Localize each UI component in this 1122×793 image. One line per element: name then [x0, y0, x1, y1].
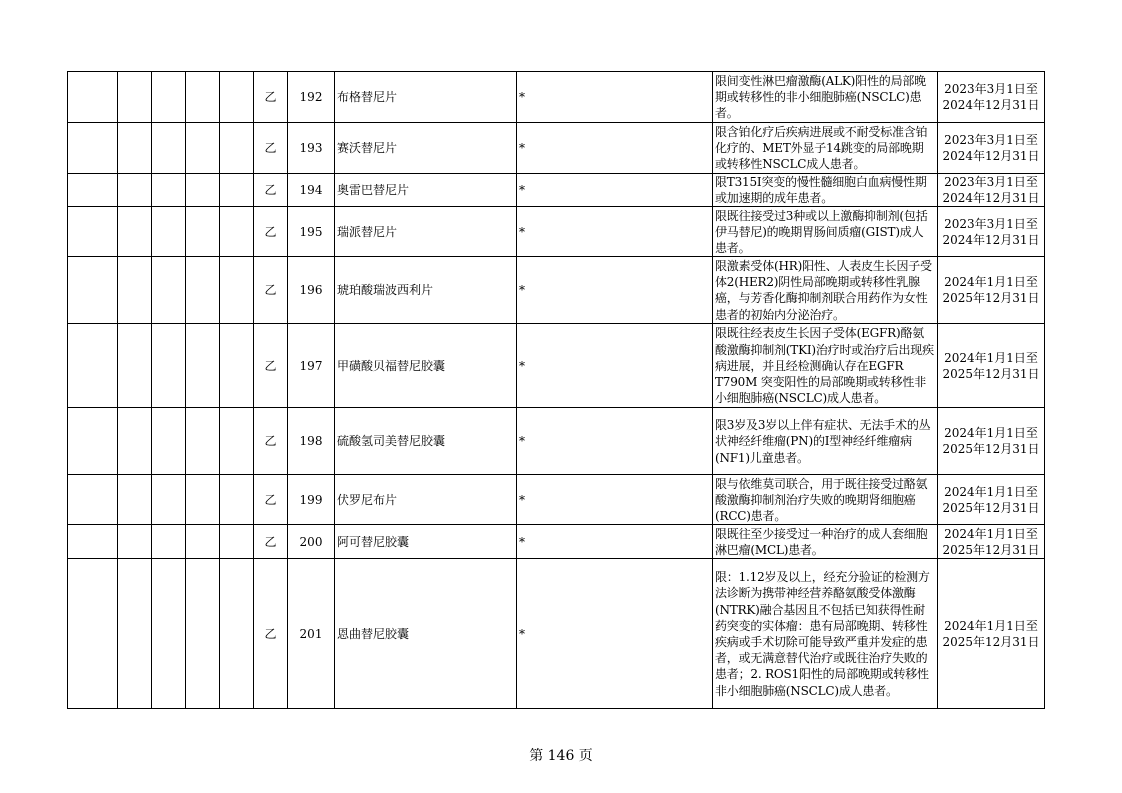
- category-cell: 乙: [254, 408, 288, 475]
- blank-cell: [118, 324, 152, 408]
- drug-name-cell: 甲磺酸贝福替尼胶囊: [335, 324, 517, 408]
- blank-cell: [152, 475, 186, 525]
- validity-date-cell: 2024年1月1日至2025年12月31日: [938, 525, 1045, 559]
- restriction-cell: 限既往经表皮生长因子受体(EGFR)酪氨酸激酶抑制剂(TKI)治疗时或治疗后出现疾病进展，并且经检测确认存在EGFR T790M 突变阳性的局部晚期或转移性非小细胞肺癌(NSCLC)成人患者。: [713, 324, 938, 408]
- restriction-cell: 限3岁及3岁以上伴有症状、无法手术的丛状神经纤维瘤(PN)的I型神经纤维瘤病(NF1)儿童患者。: [713, 408, 938, 475]
- blank-cell: [152, 525, 186, 559]
- number-cell: 200: [288, 525, 335, 559]
- blank-cell: [186, 408, 220, 475]
- drug-name-cell: 伏罗尼布片: [335, 475, 517, 525]
- drug-name-cell: 奥雷巴替尼片: [335, 174, 517, 207]
- number-cell: 193: [288, 123, 335, 174]
- table-row: [68, 525, 1045, 559]
- blank-cell: [118, 123, 152, 174]
- number-cell: 195: [288, 207, 335, 257]
- dosage-form-cell: *: [517, 559, 713, 709]
- blank-cell: [186, 123, 220, 174]
- number-cell: 201: [288, 559, 335, 709]
- blank-cell: [220, 475, 254, 525]
- drug-name-cell: 恩曲替尼胶囊: [335, 559, 517, 709]
- drug-name-cell: 瑞派替尼片: [335, 207, 517, 257]
- number-cell: 198: [288, 408, 335, 475]
- blank-cell: [68, 475, 118, 525]
- restriction-cell: 限含铂化疗后疾病进展或不耐受标准含铂化疗的、MET外显子14跳变的局部晚期或转移性NSCLC成人患者。: [713, 123, 938, 174]
- dosage-form-cell: *: [517, 174, 713, 207]
- blank-cell: [186, 207, 220, 257]
- dosage-form-cell: *: [517, 257, 713, 324]
- blank-cell: [186, 72, 220, 123]
- validity-date-cell: 2024年1月1日至2025年12月31日: [938, 408, 1045, 475]
- blank-cell: [118, 72, 152, 123]
- blank-cell: [152, 123, 186, 174]
- blank-cell: [152, 207, 186, 257]
- table-row: [68, 123, 1045, 174]
- drug-name-cell: 硫酸氢司美替尼胶囊: [335, 408, 517, 475]
- blank-cell: [220, 72, 254, 123]
- category-cell: 乙: [254, 559, 288, 709]
- table-row: [68, 257, 1045, 324]
- blank-cell: [220, 174, 254, 207]
- blank-cell: [68, 207, 118, 257]
- blank-cell: [186, 324, 220, 408]
- blank-cell: [186, 257, 220, 324]
- blank-cell: [118, 257, 152, 324]
- blank-cell: [118, 475, 152, 525]
- validity-date-cell: 2023年3月1日至2024年12月31日: [938, 72, 1045, 123]
- restriction-cell: 限：1.12岁及以上，经充分验证的检测方法诊断为携带神经营养酪氨酸受体激酶(NTRK)融合基因且不包括已知获得性耐药突变的实体瘤：患有局部晚期、转移性疾病或手术切除可能导致严重并发症的患者，或无满意替代治疗或既往治疗失败的患者；2. ROS1阳性的局部晚期或转移性非小细胞肺癌(NSCLC)成人患者。: [713, 559, 938, 709]
- validity-date-cell: 2024年1月1日至2025年12月31日: [938, 257, 1045, 324]
- table-row: [68, 408, 1045, 475]
- blank-cell: [68, 257, 118, 324]
- drug-list-table: [67, 71, 1045, 709]
- blank-cell: [152, 324, 186, 408]
- blank-cell: [118, 525, 152, 559]
- category-cell: 乙: [254, 72, 288, 123]
- drug-name-cell: 布格替尼片: [335, 72, 517, 123]
- table-body: [68, 72, 1045, 709]
- dosage-form-cell: *: [517, 123, 713, 174]
- table-row: [68, 207, 1045, 257]
- category-cell: 乙: [254, 174, 288, 207]
- blank-cell: [68, 72, 118, 123]
- blank-cell: [68, 559, 118, 709]
- drug-name-cell: 阿可替尼胶囊: [335, 525, 517, 559]
- number-cell: 196: [288, 257, 335, 324]
- category-cell: 乙: [254, 123, 288, 174]
- category-cell: 乙: [254, 475, 288, 525]
- blank-cell: [186, 174, 220, 207]
- validity-date-cell: 2023年3月1日至2024年12月31日: [938, 174, 1045, 207]
- dosage-form-cell: *: [517, 72, 713, 123]
- drug-name-cell: 琥珀酸瑞波西利片: [335, 257, 517, 324]
- table-row: [68, 72, 1045, 123]
- blank-cell: [186, 559, 220, 709]
- dosage-form-cell: *: [517, 408, 713, 475]
- category-cell: 乙: [254, 257, 288, 324]
- blank-cell: [68, 408, 118, 475]
- restriction-cell: 限既往接受过3种或以上激酶抑制剂(包括伊马替尼)的晚期胃肠间质瘤(GIST)成人患者。: [713, 207, 938, 257]
- blank-cell: [68, 123, 118, 174]
- number-cell: 197: [288, 324, 335, 408]
- category-cell: 乙: [254, 324, 288, 408]
- number-cell: 199: [288, 475, 335, 525]
- table-row: [68, 324, 1045, 408]
- page-number: 第 146 页: [529, 748, 593, 764]
- validity-date-cell: 2023年3月1日至2024年12月31日: [938, 123, 1045, 174]
- blank-cell: [118, 207, 152, 257]
- blank-cell: [220, 324, 254, 408]
- blank-cell: [220, 525, 254, 559]
- validity-date-cell: 2023年3月1日至2024年12月31日: [938, 207, 1045, 257]
- blank-cell: [220, 408, 254, 475]
- blank-cell: [152, 408, 186, 475]
- drug-name-cell: 赛沃替尼片: [335, 123, 517, 174]
- blank-cell: [68, 174, 118, 207]
- restriction-cell: 限既往至少接受过一种治疗的成人套细胞淋巴瘤(MCL)患者。: [713, 525, 938, 559]
- blank-cell: [220, 257, 254, 324]
- validity-date-cell: 2024年1月1日至2025年12月31日: [938, 324, 1045, 408]
- blank-cell: [220, 123, 254, 174]
- dosage-form-cell: *: [517, 324, 713, 408]
- blank-cell: [118, 559, 152, 709]
- table-row: [68, 475, 1045, 525]
- blank-cell: [220, 207, 254, 257]
- blank-cell: [186, 475, 220, 525]
- category-cell: 乙: [254, 207, 288, 257]
- restriction-cell: 限激素受体(HR)阳性、人表皮生长因子受体2(HER2)阴性局部晚期或转移性乳腺癌，与芳香化酶抑制剂联合用药作为女性患者的初始内分泌治疗。: [713, 257, 938, 324]
- restriction-cell: 限T315I突变的慢性髓细胞白血病慢性期或加速期的成年患者。: [713, 174, 938, 207]
- validity-date-cell: 2024年1月1日至2025年12月31日: [938, 475, 1045, 525]
- blank-cell: [152, 174, 186, 207]
- table-row: [68, 174, 1045, 207]
- blank-cell: [186, 525, 220, 559]
- blank-cell: [152, 72, 186, 123]
- dosage-form-cell: *: [517, 525, 713, 559]
- number-cell: 194: [288, 174, 335, 207]
- blank-cell: [118, 174, 152, 207]
- number-cell: 192: [288, 72, 335, 123]
- category-cell: 乙: [254, 525, 288, 559]
- blank-cell: [152, 559, 186, 709]
- blank-cell: [118, 408, 152, 475]
- table-row: [68, 559, 1045, 709]
- dosage-form-cell: *: [517, 207, 713, 257]
- restriction-cell: 限与依维莫司联合，用于既往接受过酪氨酸激酶抑制剂治疗失败的晚期肾细胞癌(RCC)患者。: [713, 475, 938, 525]
- blank-cell: [68, 525, 118, 559]
- dosage-form-cell: *: [517, 475, 713, 525]
- validity-date-cell: 2024年1月1日至2025年12月31日: [938, 559, 1045, 709]
- blank-cell: [220, 559, 254, 709]
- blank-cell: [152, 257, 186, 324]
- blank-cell: [68, 324, 118, 408]
- restriction-cell: 限间变性淋巴瘤激酶(ALK)阳性的局部晚期或转移性的非小细胞肺癌(NSCLC)患者。: [713, 72, 938, 123]
